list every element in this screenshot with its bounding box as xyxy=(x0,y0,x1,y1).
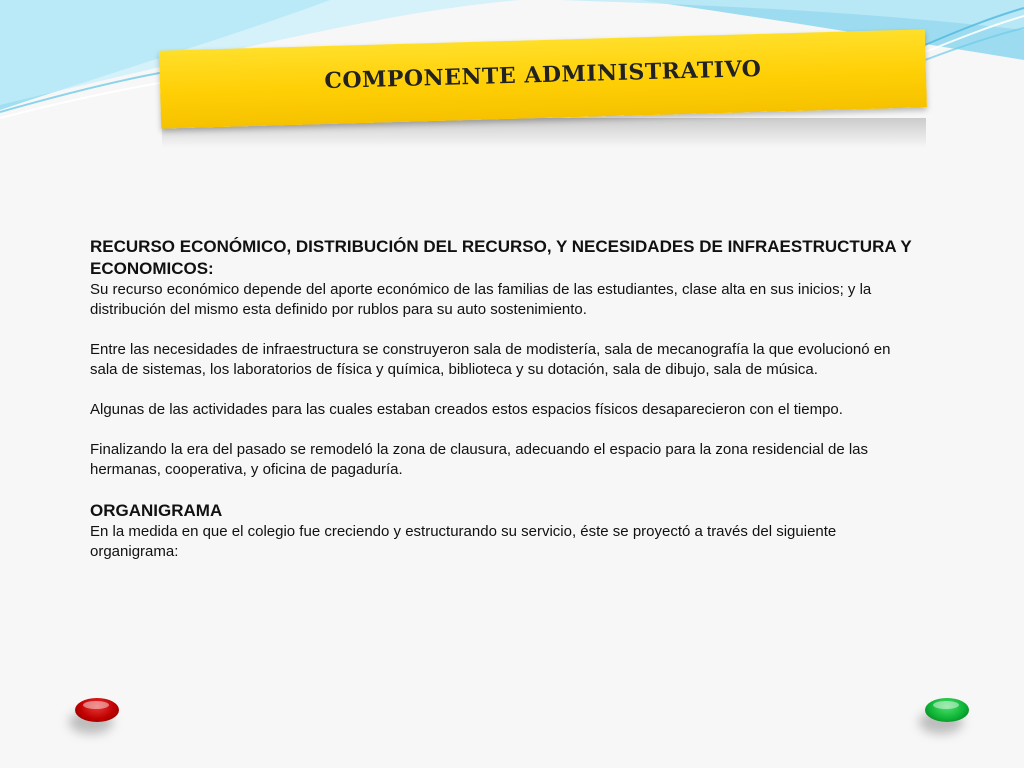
paragraph-recurso: Su recurso económico depende del aporte económico de las familias de las estudiantes, clase alta en sus inicios; y la distribución del mismo esta definido por rublos para su auto sostenimiento. xyxy=(90,281,872,318)
slide-title: COMPONENTE ADMINISTRATIVO xyxy=(324,55,762,95)
paragraph-organigrama: En la medida en que el colegio fue creciendo y estructurando su servicio, éste se proyectó a través del siguiente organigrama: xyxy=(90,523,837,560)
slide-body xyxy=(90,236,920,562)
next-slide-button[interactable] xyxy=(925,698,969,722)
section-heading-recurso: RECURSO ECONÓMICO, DISTRIBUCIÓN DEL RECURSO, Y NECESIDADES DE INFRAESTRUCTURA Y ECONOMICOS: xyxy=(90,237,912,278)
paragraph-remodelacion: Finalizando la era del pasado se remodeló la zona de clausura, adecuando el espacio para la zona residencial de las hermanas, cooperativa, y oficina de pagaduría. xyxy=(90,441,869,478)
section-heading-organigrama: ORGANIGRAMA xyxy=(90,501,223,520)
previous-slide-button[interactable] xyxy=(75,698,119,722)
paragraph-actividades: Algunas de las actividades para las cuales estaban creados estos espacios físicos desaparecieron con el tiempo. xyxy=(90,401,843,418)
paragraph-infraestructura: Entre las necesidades de infraestructura se construyeron sala de modistería, sala de mecanografía la que evolucionó en sala de sistemas, los laboratorios de física y química, biblioteca y su dotación, sala de dibujo, sala de música. xyxy=(90,341,891,378)
